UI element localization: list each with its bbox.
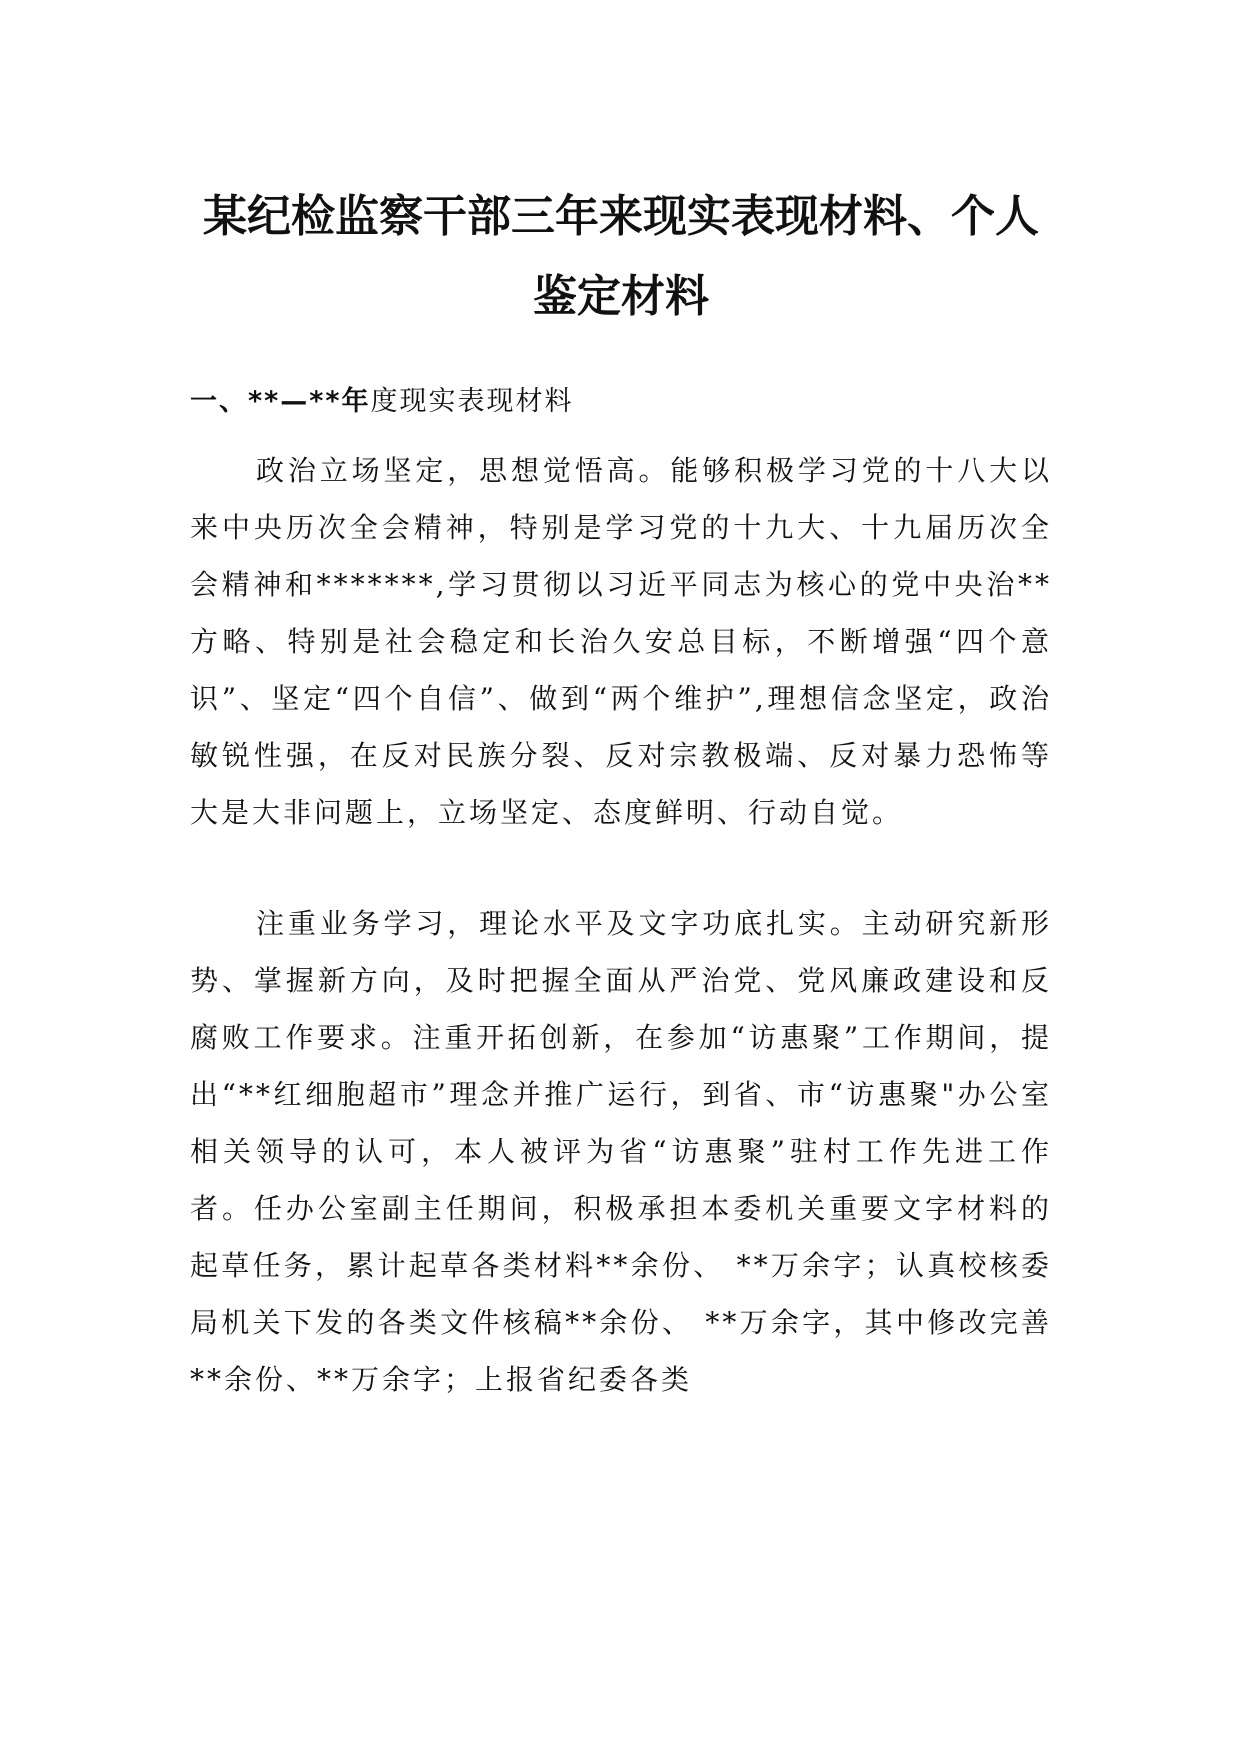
- body-paragraph-professional-study: 注重业务学习，理论水平及文字功底扎实。主动研究新形势、掌握新方向，及时把握全面从严治党、党风廉政建设和反腐败工作要求。注重开拓创新，在参加“访惠聚”工作期间，提出“**红细胞超市”理念并推广运行，到省、市“访惠聚"办公室相关领导的认可，本人被评为省“访惠聚”驻村工作先进工作者。任办公室副主任期间，积极承担本委机关重要文字材料的起草任务，累计起草各类材料**余份、 **万余字；认真校核委局机关下发的各类文件核稿**余份、 **万余字，其中修改完善**余份、**万余字；上报省纪委各类: [190, 907, 1052, 1396]
- document-title-line-2: 鉴定材料: [533, 271, 709, 322]
- body-paragraph-political-stance: 政治立场坚定，思想觉悟高。能够积极学习党的十八大以来中央历次全会精神，特别是学习党的十九大、十九届历次全会精神和*******,学习贯彻以习近平同志为核心的党中央治**方略、特别是社会稳定和长治久安总目标，不断增强“四个意识”、坚定“四个自信”、做到“两个维护”,理想信念坚定，政治敏锐性强，在反对民族分裂、反对宗教极端、反对暴力恐怖等大是大非问题上，立场坚定、态度鲜明、行动自觉。: [190, 454, 1052, 829]
- section-heading-number: 一、**—**年: [190, 386, 371, 417]
- section-heading-text: 度现实表现材料: [370, 386, 574, 417]
- section-heading: [190, 382, 573, 422]
- document-title-line-1: 某纪检监察干部三年来现实表现材料、个人: [203, 191, 1039, 242]
